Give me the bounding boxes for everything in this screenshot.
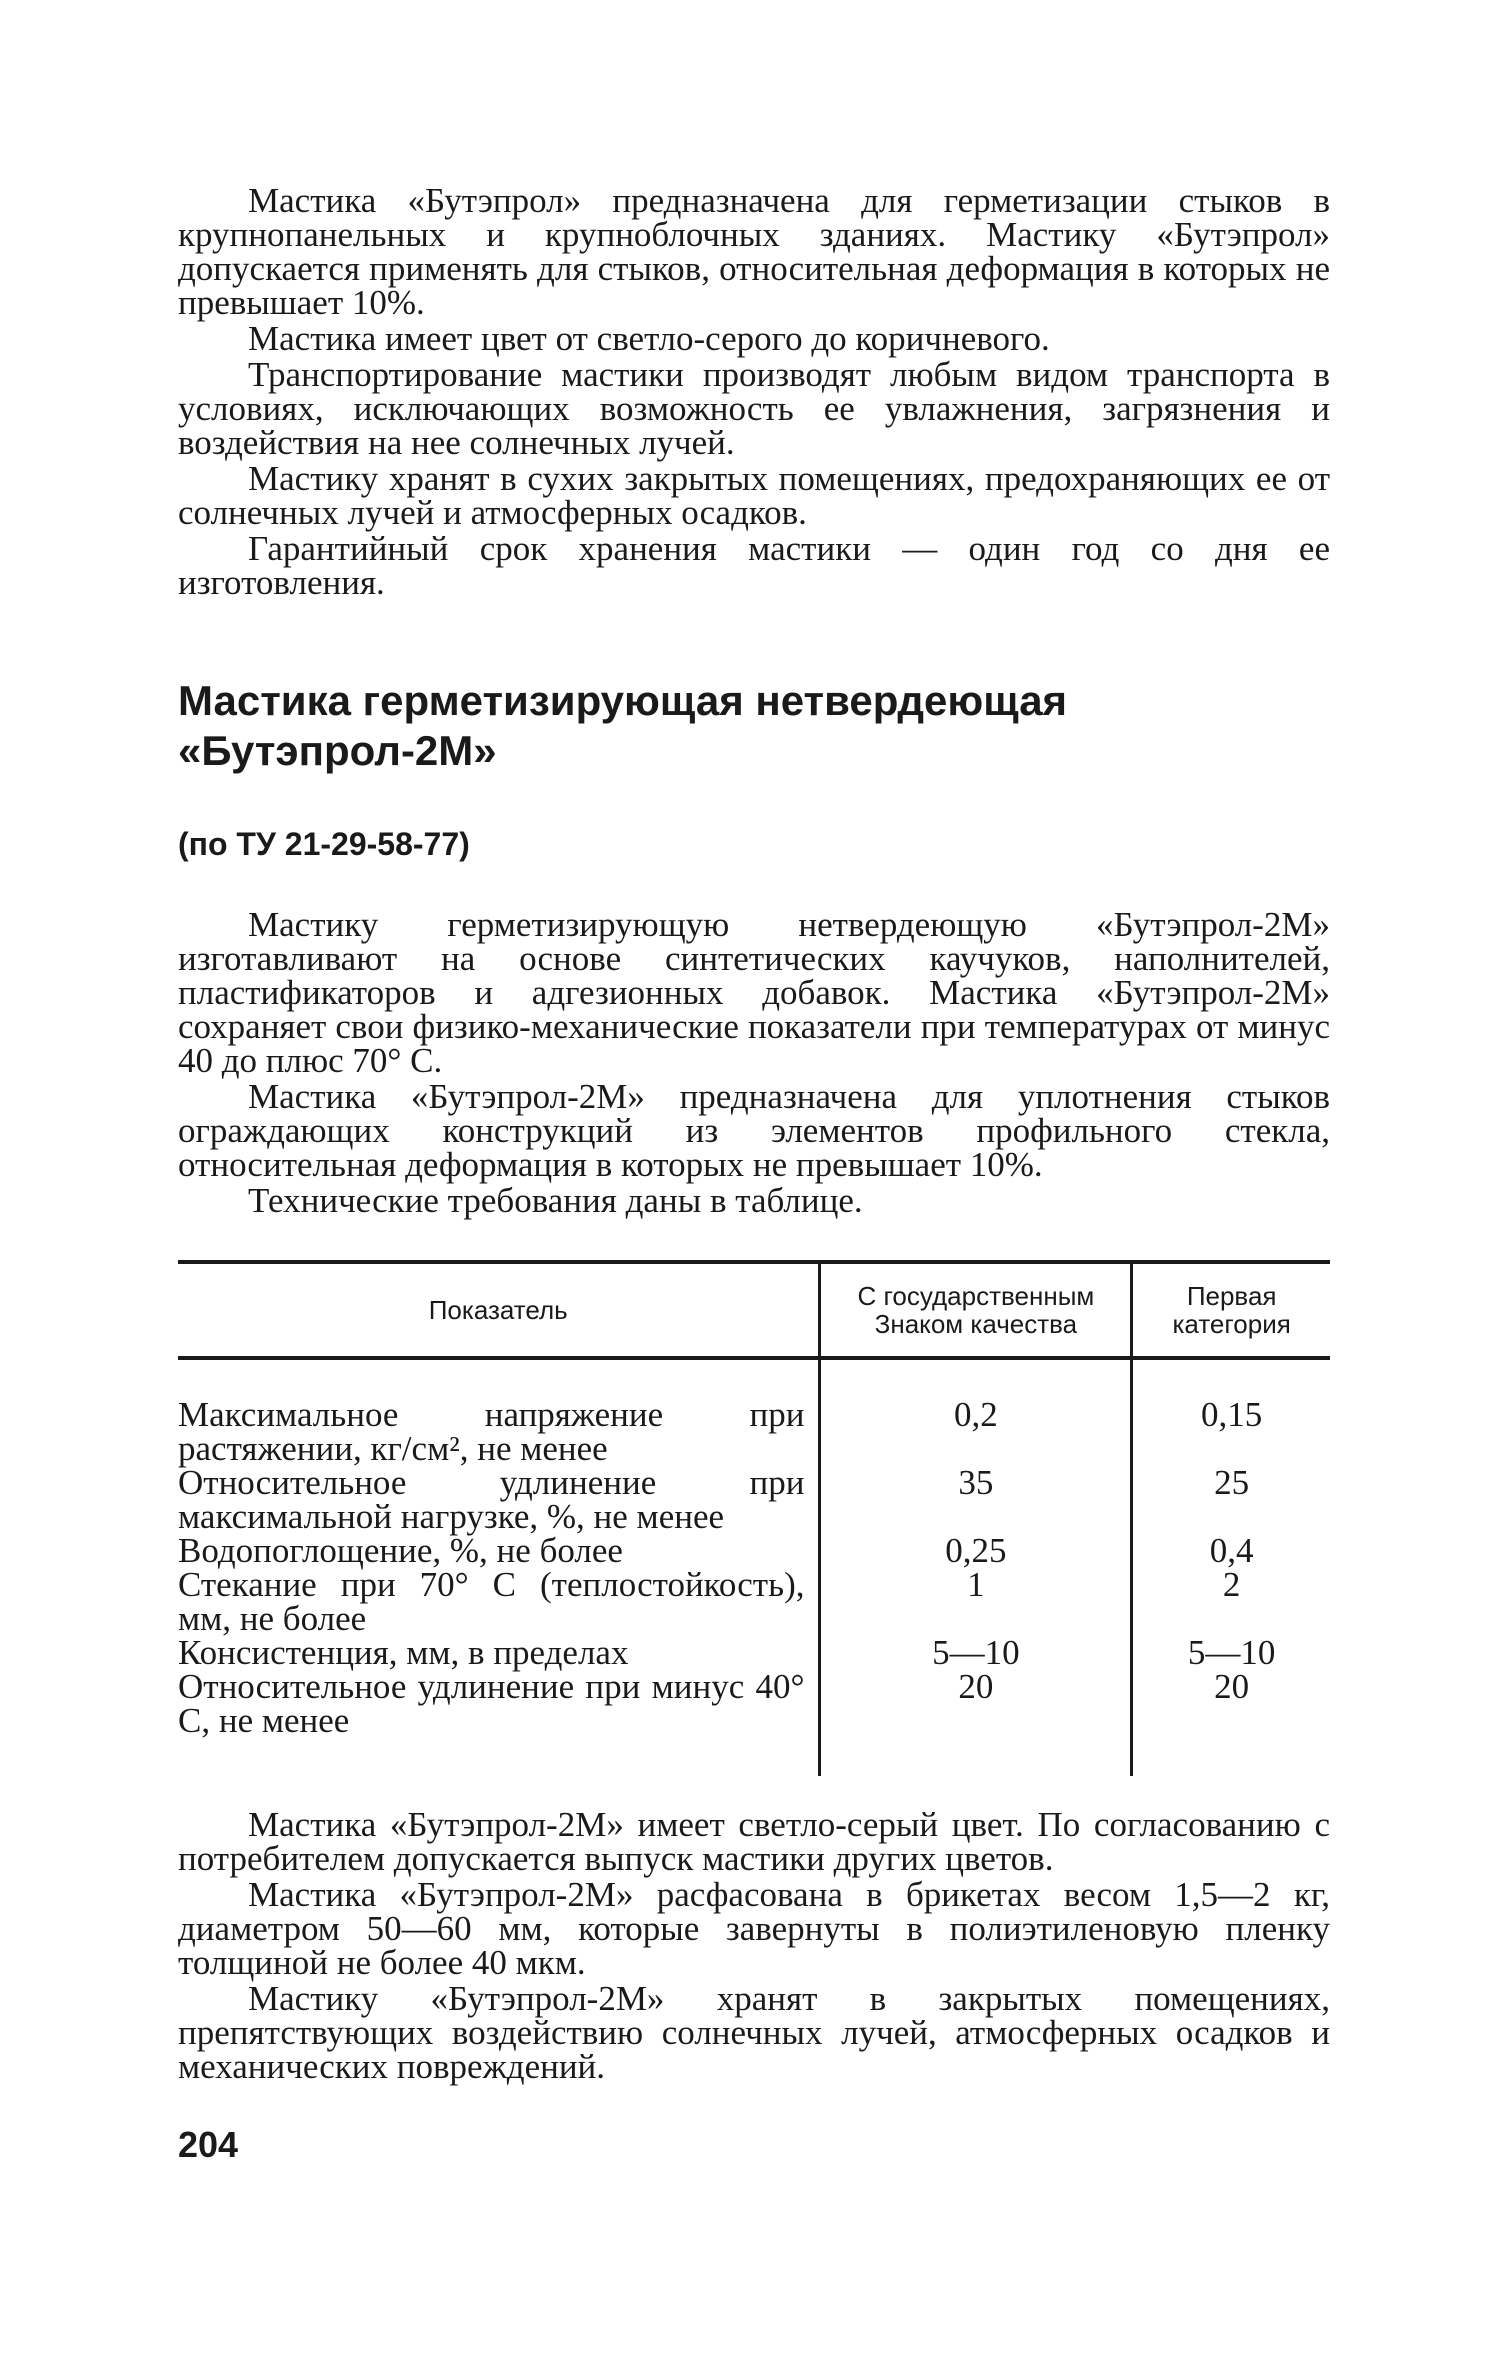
- cell-first-category: 0,15: [1132, 1358, 1330, 1466]
- header-indicator: Показатель: [178, 1262, 820, 1358]
- paragraph: Мастику герметизирующую нетвердеющую «Бутэпрол-2М» изготавливают на основе синтетических каучуков, наполнителей, пластификаторов и адгезионных добавок. Мастика «Бутэпрол-2М» сохраняет свои физико-механические показатели при температурах от минус 40 до плюс 70° С.: [178, 905, 1330, 1080]
- cell-first-category: 20: [1132, 1670, 1330, 1776]
- cell-quality-mark: 35: [820, 1466, 1132, 1534]
- section-title: [178, 676, 1330, 776]
- paragraph: Технические требования даны в таблице.: [248, 1181, 863, 1220]
- section-standard: (по ТУ 21-29-58-77): [178, 826, 470, 862]
- paragraph: Гарантийный срок хранения мастики — один год со дня ее изготовления.: [178, 529, 1330, 602]
- paragraph: Мастика имеет цвет от светло-серого до коричневого.: [248, 319, 1050, 358]
- header-first-category: Первая категория: [1132, 1262, 1330, 1358]
- document-page: [178, 181, 1330, 2166]
- header-quality-mark: С государственным Знаком качества: [820, 1262, 1132, 1358]
- cell-quality-mark: 0,25: [820, 1534, 1132, 1568]
- cell-quality-mark: 0,2: [820, 1358, 1132, 1466]
- paragraph: Мастику хранят в сухих закрытых помещениях, предохраняющих ее от солнечных лучей и атмосферных осадков.: [178, 459, 1330, 532]
- paragraph: Транспортирование мастики производят любым видом транспорта в условиях, исключающих возможность ее увлажнения, загрязнения и воздействия на нее солнечных лучей.: [178, 355, 1330, 462]
- section-title-line: Мастика герметизирующая нетвердеющая: [178, 677, 1068, 724]
- table-row: [178, 1636, 1330, 1670]
- paragraph: Мастика «Бутэпрол-2М» предназначена для уплотнения стыков ограждающих конструкций из элементов профильного стекла, относительная деформация в которых не превышает 10%.: [178, 1077, 1330, 1184]
- table-row: [178, 1534, 1330, 1568]
- cell-first-category: 5—10: [1132, 1636, 1330, 1670]
- page-number: 204: [178, 2124, 239, 2165]
- cell-quality-mark: 1: [820, 1568, 1132, 1636]
- cell-indicator: Водопоглощение, %, не более: [178, 1531, 623, 1570]
- cell-indicator: Максимальное напряжение при растяжении, кг/см², не менее: [178, 1395, 805, 1468]
- paragraph: Мастика «Бутэпрол-2М» расфасована в брикетах весом 1,5—2 кг, диаметром 50—60 мм, которые завернуты в полиэтиленовую пленку толщиной не более 40 мкм.: [178, 1875, 1330, 1982]
- cell-indicator: Относительное удлинение при максимальной нагрузке, %, не менее: [178, 1463, 805, 1536]
- table-row: [178, 1358, 1330, 1466]
- section-title-line: «Бутэпрол-2М»: [178, 727, 497, 774]
- cell-indicator: Стекание при 70° С (теплостойкость), мм, не более: [178, 1565, 805, 1638]
- intro-text: [178, 181, 1330, 602]
- cell-first-category: 0,4: [1132, 1534, 1330, 1568]
- table-row: [178, 1466, 1330, 1534]
- cell-quality-mark: 5—10: [820, 1636, 1132, 1670]
- cell-first-category: 25: [1132, 1466, 1330, 1534]
- description-text: [178, 905, 1330, 1220]
- cell-first-category: 2: [1132, 1568, 1330, 1636]
- paragraph: Мастика «Бутэпрол» предназначена для герметизации стыков в крупнопанельных и крупноблочных зданиях. Мастику «Бутэпрол» допускается применять для стыков, относительная деформация в которых не превышает 10%.: [178, 181, 1330, 322]
- closing-text: [178, 1805, 1330, 2086]
- table-row: [178, 1568, 1330, 1636]
- paragraph: Мастика «Бутэпрол-2М» имеет светло-серый цвет. По согласованию с потребителем допускается выпуск мастики других цветов.: [178, 1805, 1330, 1878]
- cell-quality-mark: 20: [820, 1670, 1132, 1776]
- table-row: [178, 1670, 1330, 1776]
- requirements-table: [178, 1260, 1330, 1776]
- cell-indicator: Относительное удлинение при минус 40° С, не менее: [178, 1667, 805, 1740]
- paragraph: Мастику «Бутэпрол-2М» хранят в закрытых помещениях, препятствующих воздействию солнечных лучей, атмосферных осадков и механических повреждений.: [178, 1979, 1330, 2086]
- cell-indicator: Консистенция, мм, в пределах: [178, 1633, 629, 1672]
- table-header-row: [178, 1262, 1330, 1358]
